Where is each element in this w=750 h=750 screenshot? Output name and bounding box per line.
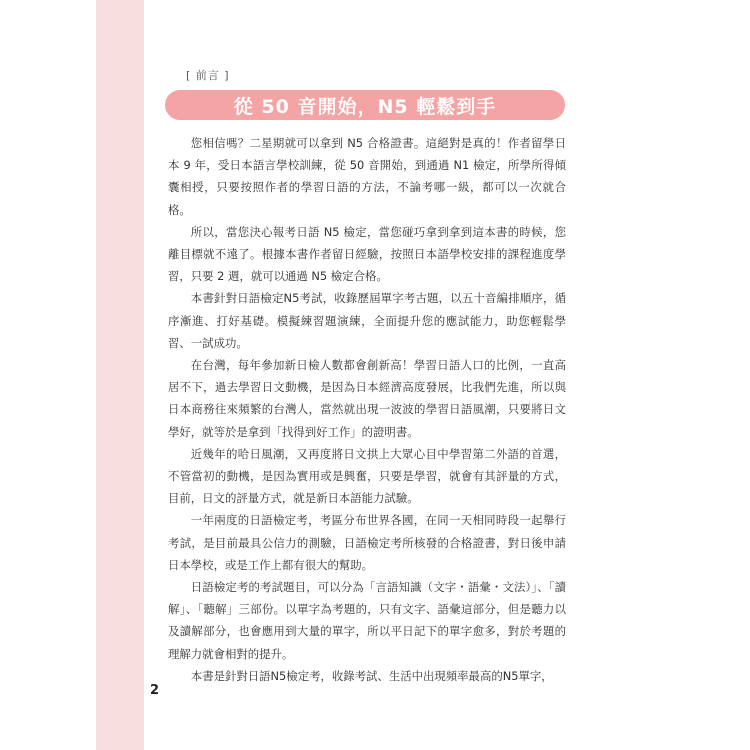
scan-margin-right [652,0,750,750]
paragraph: 本書針對日語檢定N5考試，收錄歷屆單字考古題，以五十音編排順序，循序漸進、打好基礎。模擬練習題演練，全面提升您的應試能力，助您輕鬆學習、一試成功。 [168,291,566,350]
paragraph: 一年兩度的日語檢定考，考區分布世界各國，在同一天相同時段一起舉行考試，是目前最具公信力的測驗，日語檢定考所核發的合格證書，對日後申請日本學校，或是工作上都有很大的幫助。 [168,513,566,572]
paragraph: 日語檢定考的考試題目，可以分為「言語知識（文字・語彙・文法）」、「讀解」、「聽解」三部份。以單字為考題的，只有文字、語彙這部分，但是聽力以及讀解部分，也會應用到大量的單字，所以平日記下的單字愈多，對於考題的理解力就會相對的提升。 [168,580,566,661]
paragraph: 近幾年的哈日風潮，又再度將日文拱上大眾心目中學習第二外語的首選，不管當初的動機，是因為實用或是興奮，只要是學習，就會有其評量的方式，目前，日文的評量方式，就是新日本語能力試驗。 [168,446,566,506]
body-text [168,132,566,687]
title-banner [165,90,565,120]
page-title: 從 50 音開始，N5 輕鬆到手 [233,95,497,118]
page-number: 2 [150,683,160,698]
section-label: [ 前言 ] [186,69,230,82]
paragraph: 所以，當您決心報考日語 N5 檢定，當您碰巧拿到拿到這本書的時候，您離目標就不遠了。根據本書作者留日經驗，按照日本語學校安排的課程進度學習，只要 2 週，就可以通過 N5 檢定合格。 [168,224,566,284]
paragraph: 在台灣，每年參加新日檢人數都會創新高！學習日語人口的比例，一直高居不下，過去學習日文動機，是因為日本經濟高度發展，比我們先進，所以與日本商務往來頻繁的台灣人，當然就出現一波波的學習日語風潮，只要將日文學好，就等於是拿到「找得到好工作」的證明書。 [168,358,566,439]
paragraph: 本書是針對日語N5檢定考，收錄考試、生活中出現頻率最高的N5單字， [190,668,553,683]
paragraph: 您相信嗎？二星期就可以拿到 N5 合格證書。這絕對是真的！作者留學日本 9 年，受日本語言學校訓練，從 50 音開始，到通過 N1 檢定，所學所得傾囊相授，只要按照作者的學習日語的方法，不論考哪一級，都可以一次就合格。 [168,136,566,217]
decorative-pink-stripe [96,0,144,750]
scan-margin-left [0,0,96,750]
